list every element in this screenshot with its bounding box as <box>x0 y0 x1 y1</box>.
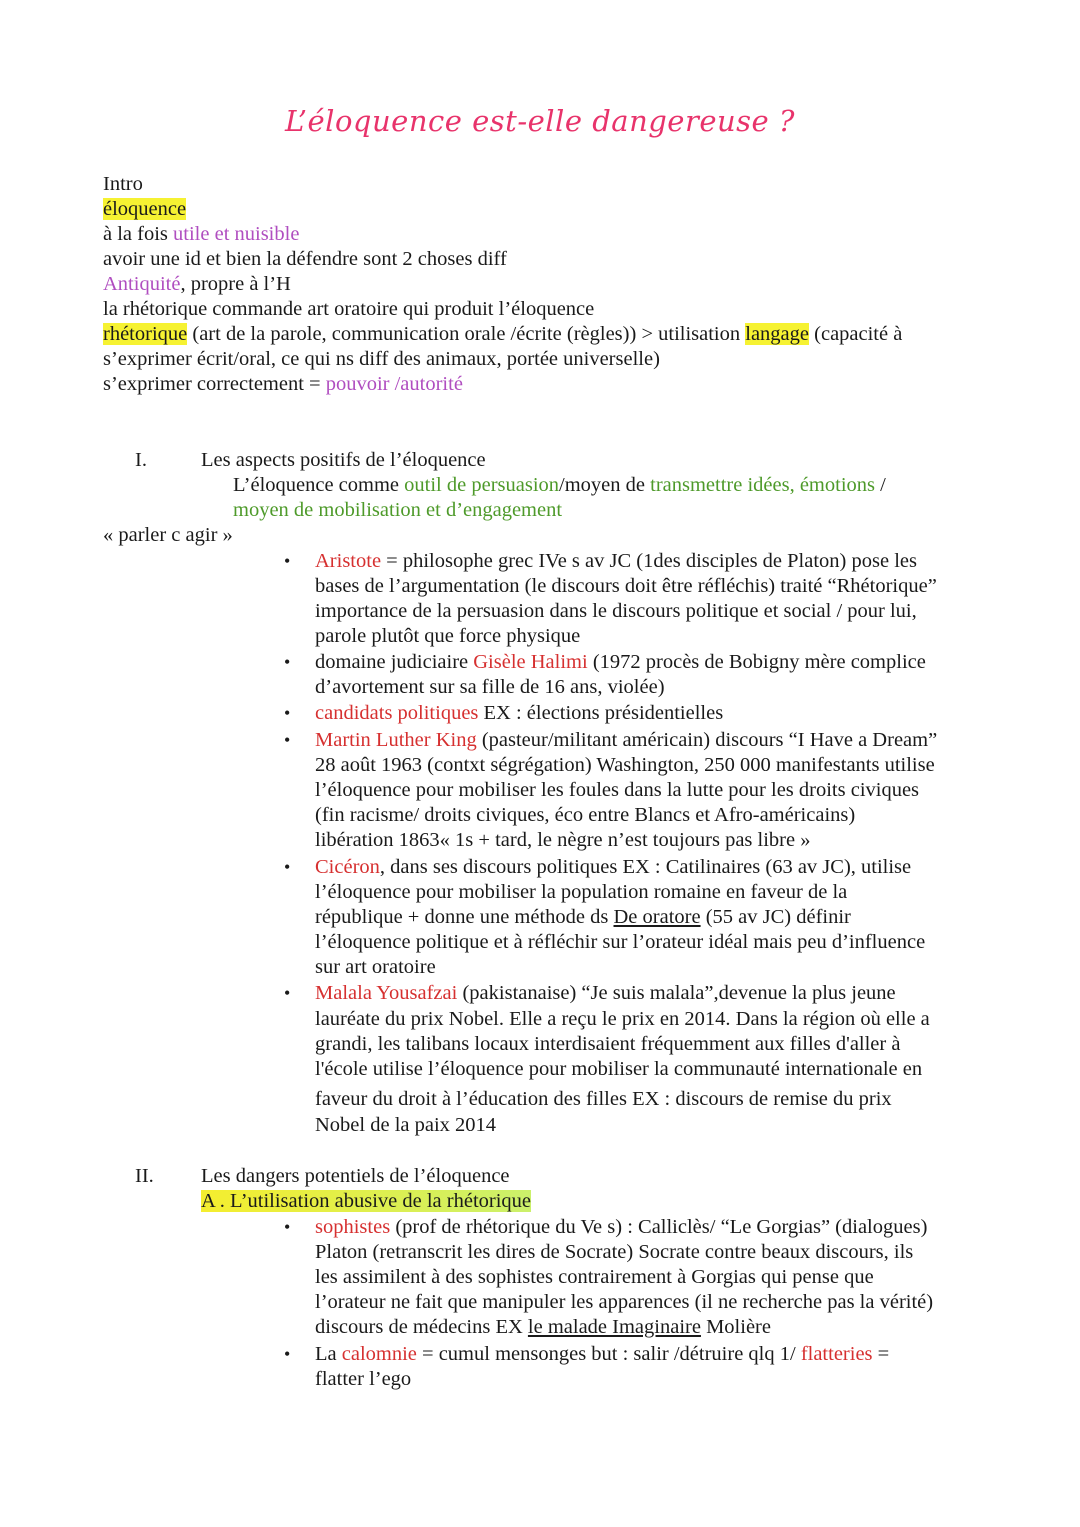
text: = cumul mensonges but : salir /détruire qlq 1/ <box>416 1343 801 1365</box>
list-item <box>315 855 911 880</box>
page-title: L’éloquence est-elle dangereuse ? <box>285 104 795 138</box>
list-item-line: bases de l’argumentation (le discours doit être réfléchis) traité “Rhétorique” <box>315 575 937 597</box>
intro-line-4: avoir une id et bien la défendre sont 2 choses diff <box>103 248 507 270</box>
text: La <box>315 1343 342 1365</box>
intro-term-eloquence <box>103 197 186 222</box>
list-item <box>315 701 723 726</box>
text: s’exprimer correctement = <box>103 373 326 395</box>
list-item-line: importance de la persuasion dans le discours politique et social / pour lui, <box>315 600 917 622</box>
list-item-line: parole plutôt que force physique <box>315 625 581 647</box>
red-name: Martin Luther King <box>315 729 477 751</box>
bullet-icon: • <box>284 551 291 571</box>
red-name: candidats politiques <box>315 702 479 724</box>
section-2-number: II. <box>135 1165 154 1187</box>
text: Molière <box>700 1316 771 1338</box>
text: à la fois <box>103 223 174 245</box>
red-name: sophistes <box>315 1216 391 1238</box>
intro-line-3 <box>103 222 299 247</box>
underlined-title: le malade Imaginaire <box>527 1316 701 1338</box>
list-item-line: l’éloquence pour mobiliser la population romaine en faveur de la <box>315 881 848 903</box>
list-item-line: grandi, les talibans locaux interdisaient fréquemment aux filles d'aller à <box>315 1033 901 1055</box>
purple-text: Antiquité <box>103 273 181 295</box>
text: domaine judiciaire <box>315 651 474 673</box>
list-item <box>315 549 917 574</box>
text: , dans ses discours politiques EX : Catilinaires (63 av JC), utilise <box>379 856 912 878</box>
list-item-line: l’éloquence pour mobiliser les foules dans la lutte pour les droits civiques <box>315 779 920 801</box>
text: (55 av JC) définir <box>700 906 851 928</box>
red-name: Malala Yousafzai <box>315 982 458 1004</box>
purple-text: utile et nuisible <box>173 223 300 245</box>
text: (art de la parole, communication orale /écrite (règles)) > utilisation <box>187 323 746 345</box>
intro-line-8: s’exprimer écrit/oral, ce qui ns diff des animaux, portée universelle) <box>103 348 660 370</box>
list-item-line: l’éloquence politique et à réfléchir sur l’orateur idéal mais peu d’influence <box>315 931 926 953</box>
red-name: flatteries <box>800 1343 873 1365</box>
red-name: Cicéron <box>315 856 380 878</box>
red-name: calomnie <box>341 1343 417 1365</box>
list-item <box>315 728 937 753</box>
list-item-line: libération 1863« 1s + tard, le nègre n’est toujours pas libre » <box>315 829 811 851</box>
list-item-line: 28 août 1963 (contxt ségrégation) Washington, 250 000 manifestants utilise <box>315 754 935 776</box>
text: (prof de rhétorique du Ve s) : Calliclès/ “Le Gorgias” (dialogues) <box>390 1216 928 1238</box>
text: = philosophe grec IVe s av JC (1des disciples de Platon) pose les <box>381 550 917 572</box>
list-item <box>315 1342 889 1367</box>
section-1-title: Les aspects positifs de l’éloquence <box>201 449 486 471</box>
intro-line-9 <box>103 372 463 397</box>
intro-line-6: la rhétorique commande art oratoire qui produit l’éloquence <box>103 298 595 320</box>
underlined-title: De oratore <box>613 906 701 928</box>
text: /moyen de <box>559 474 651 496</box>
list-item-line: flatter l’ego <box>315 1368 412 1390</box>
list-item-line <box>315 905 851 930</box>
list-item-line: sur art oratoire <box>315 956 436 978</box>
intro-heading: Intro <box>103 173 143 195</box>
bullet-icon: • <box>284 1344 291 1364</box>
list-item-line: Nobel de la paix 2014 <box>315 1114 497 1136</box>
bullet-icon: • <box>284 857 291 877</box>
highlight-rhetorique: rhétorique <box>103 323 188 345</box>
text: / <box>875 474 886 496</box>
text: EX : élections présidentielles <box>478 702 724 724</box>
section-1-sub-1 <box>233 473 886 498</box>
green-text: transmettre idées, émotions <box>650 474 875 496</box>
list-item-line: Platon (retranscrit les dires de Socrate) Socrate contre beaux discours, ils <box>315 1241 914 1263</box>
list-item-line <box>315 1315 771 1340</box>
list-item-line: les assimilent à des sophistes contrairement à Gorgias qui pense que <box>315 1266 874 1288</box>
text: (pakistanaise) “Je suis malala”,devenue la plus jeune <box>457 982 896 1004</box>
intro-line-7 <box>103 322 902 347</box>
text: = <box>872 1343 890 1365</box>
list-item <box>315 650 926 675</box>
bullet-icon: • <box>284 1217 291 1237</box>
list-item-line: lauréate du prix Nobel. Elle a reçu le prix en 2014. Dans la région où elle a <box>315 1008 930 1030</box>
bullet-icon: • <box>284 703 291 723</box>
text: (1972 procès de Bobigny mère complice <box>587 651 926 673</box>
list-item-line: l'école utilise l’éloquence pour mobiliser la communauté internationale en <box>315 1058 923 1080</box>
highlight-subtitle: A . L’utilisation abusive de la rhétorique <box>201 1190 532 1212</box>
section-1-number: I. <box>135 449 147 471</box>
list-item-line: d’avortement sur sa fille de 16 ans, violée) <box>315 676 665 698</box>
section-2-sub-a <box>201 1189 531 1214</box>
purple-text: pouvoir /autorité <box>325 373 463 395</box>
bullet-icon: • <box>284 983 291 1003</box>
highlight-langage: langage <box>745 323 810 345</box>
list-item-line: l’orateur ne fait que manipuler les apparences (il ne recherche pas la vérité) <box>315 1291 934 1313</box>
text: (pasteur/militant américain) discours “I Have a Dream” <box>476 729 938 751</box>
green-text: outil de persuasion <box>404 474 560 496</box>
section-2-title: Les dangers potentiels de l’éloquence <box>201 1165 510 1187</box>
red-name: Gisèle Halimi <box>473 651 588 673</box>
bullet-icon: • <box>284 730 291 750</box>
list-item-line: (fin racisme/ droits civiques, éco entre Blancs et Afro-américains) <box>315 804 856 826</box>
text: L’éloquence comme <box>233 474 405 496</box>
list-item <box>315 981 896 1006</box>
text: , propre à l’H <box>180 273 291 295</box>
text: (capacité à <box>809 323 903 345</box>
highlight-eloquence: éloquence <box>103 198 187 220</box>
red-name: Aristote <box>315 550 382 572</box>
quote: « parler c agir » <box>103 524 233 546</box>
list-item-line: faveur du droit à l’éducation des filles EX : discours de remise du prix <box>315 1088 892 1110</box>
list-item <box>315 1215 927 1240</box>
section-1-sub-2: moyen de mobilisation et d’engagement <box>233 499 563 521</box>
text: discours de médecins EX <box>315 1316 528 1338</box>
intro-line-5 <box>103 272 291 297</box>
text: république + donne une méthode ds <box>315 906 614 928</box>
bullet-icon: • <box>284 652 291 672</box>
